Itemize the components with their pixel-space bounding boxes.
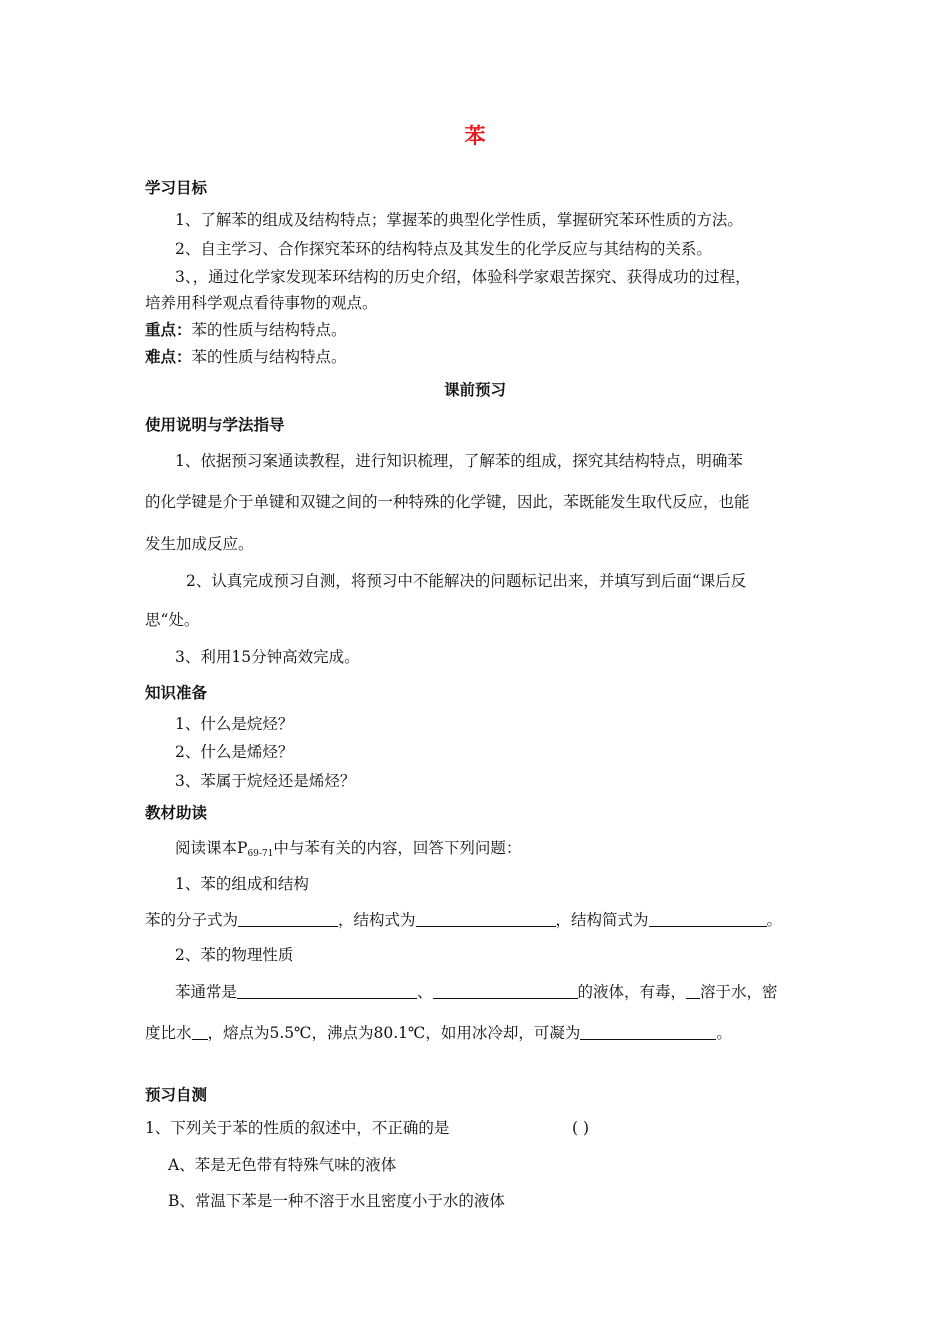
q2-end: 。 (716, 1024, 732, 1042)
answer-paren[interactable]: ( ) (572, 1119, 590, 1137)
solubility-blank[interactable] (686, 983, 700, 999)
odor-blank[interactable] (433, 983, 578, 999)
objective-item-3: 3、，通过化学家发现苯环结构的历史介绍，体验科学家艰苦探究、获得成功的过程， (175, 268, 751, 286)
reading-intro-pre: 阅读课本P (175, 839, 248, 857)
guide-line-4: 2、认真完成预习自测，将预习中不能解决的问题标记出来，并填写到后面“课后反 (186, 572, 747, 590)
q2-solubility-label: 溶于水，密 (700, 983, 778, 1001)
difficulty-text: 苯的性质与结构特点。 (191, 348, 347, 366)
guide-line-3: 发生加成反应。 (145, 535, 254, 553)
structural-formula-blank[interactable] (416, 911, 556, 927)
q1-title: 1、苯的组成和结构 (175, 875, 309, 893)
key-point-label: 重点： (145, 321, 192, 339)
q1-end: 。 (766, 911, 783, 929)
reading-page-range: 69-71 (247, 849, 274, 859)
color-state-blank[interactable] (237, 983, 417, 999)
option-a: A、苯是无色带有特殊气味的液体 (168, 1156, 397, 1174)
q2-separator: 、 (417, 983, 433, 1001)
objectives-heading: 学习目标 (145, 179, 208, 197)
q2-usually-label: 苯通常是 (175, 983, 238, 1001)
reading-heading: 教材助读 (145, 804, 208, 822)
guide-line-1: 1、依据预习案通读教程，进行知识梳理，了解苯的组成，探究其结构特点，明确苯 (175, 452, 743, 470)
knowledge-item-3: 3、苯属于烷烃还是烯烃？ (175, 772, 356, 790)
q2-fill-line-1 (175, 982, 778, 1002)
objective-item-3-cont: 培养用科学观点看待事物的观点。 (145, 294, 378, 312)
key-point-text: 苯的性质与结构特点。 (191, 321, 347, 339)
q1-formula-label: 苯的分子式为 (145, 911, 239, 929)
key-point (145, 320, 347, 340)
guide-heading: 使用说明与学法指导 (145, 416, 285, 434)
solid-form-blank[interactable] (580, 1024, 716, 1040)
simplified-formula-blank[interactable] (649, 911, 767, 927)
q2-liquid-label: 的液体，有毒， (577, 983, 687, 1001)
difficulty-point (145, 347, 347, 367)
reading-intro-post: 中与苯有关的内容，回答下列问题： (273, 839, 522, 857)
guide-line-5: 思“处。 (145, 611, 200, 629)
self-test-heading: 预习自测 (145, 1086, 208, 1104)
q1-fill-line (145, 910, 782, 930)
reading-intro (175, 838, 521, 864)
difficulty-label: 难点： (145, 348, 192, 366)
q2-fill-line-2 (145, 1023, 732, 1043)
page-title: 苯 (464, 124, 486, 148)
guide-line-6: 3、利用15分钟高效完成。 (175, 648, 360, 666)
density-blank[interactable] (192, 1024, 208, 1040)
q1-simple-label: ，结构简式为 (555, 911, 649, 929)
knowledge-heading: 知识准备 (145, 684, 208, 702)
objective-item-1: 1、了解苯的组成及结构特点；掌握苯的典型化学性质，掌握研究苯环性质的方法。 (175, 211, 743, 229)
q2-title: 2、苯的物理性质 (175, 946, 294, 964)
self-test-question-1: 1、下列关于苯的性质的叙述中，不正确的是 (145, 1119, 450, 1137)
option-b: B、常温下苯是一种不溶于水且密度小于水的液体 (168, 1192, 505, 1210)
molecular-formula-blank[interactable] (238, 911, 338, 927)
preview-heading: 课前预习 (443, 381, 506, 399)
q2-density-label: 度比水 (145, 1024, 192, 1042)
knowledge-item-1: 1、什么是烷烃？ (175, 715, 294, 733)
q2-melting-label: ，熔点为5.5℃，沸点为80.1℃，如用冰冷却，可凝为 (207, 1024, 581, 1042)
knowledge-item-2: 2、什么是烯烃？ (175, 743, 294, 761)
objective-item-2: 2、自主学习、合作探究苯环的结构特点及其发生的化学反应与其结构的关系。 (175, 240, 712, 258)
guide-line-2: 的化学键是介于单键和双键之间的一种特殊的化学键，因此，苯既能发生取代反应，也能 (145, 493, 750, 511)
q1-structure-label: ，结构式为 (338, 911, 416, 929)
